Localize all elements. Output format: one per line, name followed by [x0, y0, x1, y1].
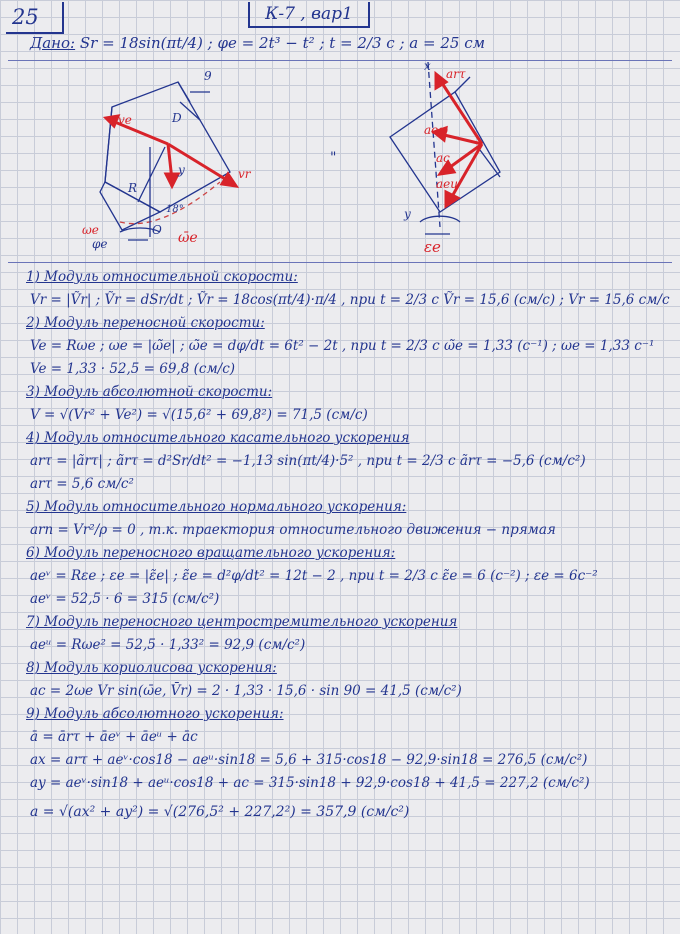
label-D: D: [172, 111, 182, 125]
label-y: y: [178, 163, 185, 177]
label-dim: 9: [204, 69, 212, 83]
formula-6a: aeᵛ = Rεe ; εe = |ε̃e| ; ε̃e = d²φ/dt² = 12t − 2 , при t = 2/3 c ε̃e = 6 (с⁻²) ; εe = 6с⁻²: [30, 568, 598, 584]
left-diagram: [100, 82, 230, 240]
label-R: R: [128, 181, 138, 195]
label-phi: φe: [92, 237, 108, 251]
heading-8: 8) Модуль кориолисова ускорения:: [26, 660, 277, 676]
heading-4: 4) Модуль относительного касательного ускорения: [26, 430, 410, 446]
formula-7: aeᵘ = Rωe² = 52,5 · 1,33² = 92,9 (см/с²): [30, 637, 306, 653]
diagram: [0, 62, 680, 262]
formula-9d: a = √(ax² + ay²) = √(276,5² + 227,2²) = 357,9 (см/с²): [30, 804, 410, 820]
formula-9b: ax = arτ + aeᵛ·cos18 − aeᵘ·sin18 = 5,6 + 315·cos18 − 92,9·sin18 = 276,5 (см/с²): [30, 752, 588, 768]
divider-top: [8, 60, 672, 61]
heading-1: 1) Модуль относительной скорости:: [26, 269, 298, 285]
label-ve: ve: [118, 113, 132, 127]
formula-9c: ay = aeᵛ·sin18 + aeᵘ·cos18 + ac = 315·sin18 + 92,9·cos18 + 41,5 = 227,2 (см/с²): [30, 775, 590, 791]
label-eps: εe: [424, 238, 441, 256]
label-vr: vr: [238, 167, 251, 181]
divider-solution: [8, 262, 672, 263]
formula-3: V = √(Vr² + Ve²) = √(15,6² + 69,8²) = 71,5 (см/с): [30, 407, 368, 423]
heading-9: 9) Модуль абсолютного ускорения:: [26, 706, 284, 722]
solution: [26, 266, 676, 829]
given-label: Дано:: [30, 34, 76, 52]
label-x: x: [424, 62, 431, 73]
label-ae-omega: aeω: [424, 123, 449, 137]
formula-9a: ā = ārτ + āeᵛ + āeᵘ + āc: [30, 729, 198, 745]
given-line: [30, 34, 485, 52]
heading-5: 5) Модуль относительного нормального ускорения:: [26, 499, 407, 515]
page-number: 25: [6, 2, 64, 34]
given-text: Sr = 18sin(πt/4) ; φe = 2t³ − t² ; t = 2/3 c ; a = 25 см: [79, 34, 486, 52]
heading-2: 2) Модуль переносной скорости:: [26, 315, 265, 331]
formula-8: ac = 2ωe Vr sin(ω̄e, V̄r) = 2 · 1,33 · 15,6 · sin 90 = 41,5 (см/с²): [30, 683, 462, 699]
label-angle: 18°: [166, 204, 184, 215]
formula-5: arn = Vr²/ρ = 0 , т.к. траектория относительного движения − прямая: [30, 522, 556, 538]
formula-4b: arτ = 5,6 см/с²: [30, 476, 134, 492]
heading-3: 3) Модуль абсолютной скорости:: [26, 384, 273, 400]
heading-6: 6) Модуль переносного вращательного ускорения:: [26, 545, 396, 561]
label-y-right: y: [404, 207, 411, 221]
page-title: К-7 , вар1: [248, 2, 370, 28]
label-we: ωe: [82, 223, 99, 237]
formula-6b: aeᵛ = 52,5 · 6 = 315 (см/с²): [30, 591, 220, 607]
label-ar-tau: arτ: [446, 67, 466, 81]
formula-4a: arτ = |ãrτ| ; ãrτ = d²Sr/dt² = −1,13 sin(πt/4)·5² , при t = 2/3 c ãrτ = −5,6 (см/с²): [30, 453, 586, 469]
formula-1: Vr = |Ṽr| ; Ṽr = dSr/dt ; Ṽr = 18cos(πt/4)·π/4 , при t = 2/3 c Ṽr = 15,6 (см/с) ; Vr = 15,6 см/с: [30, 292, 670, 308]
label-we-vec: ω̄e: [178, 230, 198, 246]
formula-2a: Ve = Rωe ; ωe = |ω̃e| ; ω̃e = dφ/dt = 6t² − 2t , при t = 2/3 c ω̃e = 1,33 (с⁻¹) ; ωe = 1,33 с⁻¹: [30, 338, 655, 354]
formula-2b: Ve = 1,33 · 52,5 = 69,8 (см/с): [30, 361, 236, 377]
label-ae-u: aeu: [436, 177, 458, 191]
label-ac: ac: [436, 151, 450, 165]
middle-mark: ": [330, 150, 337, 166]
label-O: O: [152, 223, 162, 237]
heading-7: 7) Модуль переносного центростремительного ускорения: [26, 614, 458, 630]
